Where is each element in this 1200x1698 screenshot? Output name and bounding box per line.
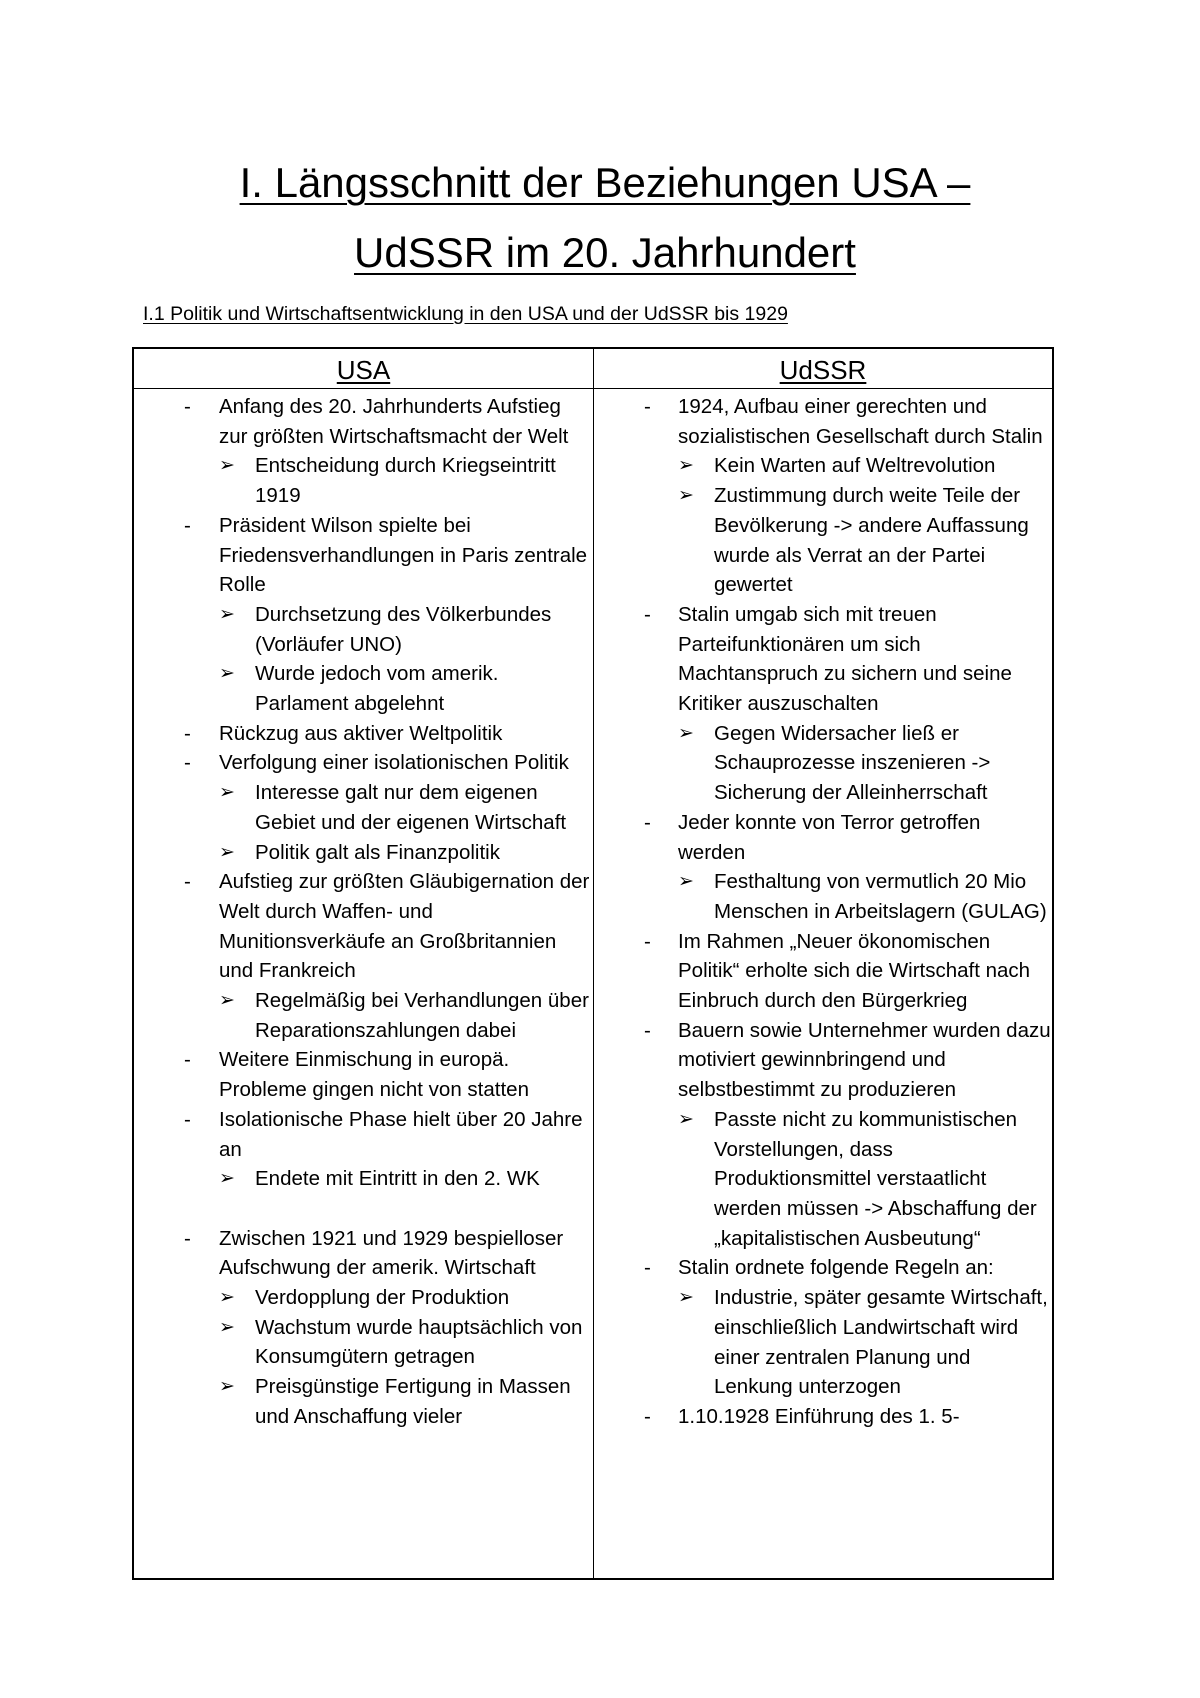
arrow-marker-icon: ➢ [678,485,694,507]
item-text: Industrie, später gesamte Wirtschaft, einschließlich Landwirtschaft wird einer zentralen Planung und Lenkung unterzogen [714,1286,1048,1399]
item-text: Endete mit Eintritt in den 2. WK [255,1167,540,1191]
item-text: Preisgünstige Fertigung in Massen und Anschaffung vieler [255,1375,571,1428]
title-line-1: I. Längsschnitt der Beziehungen USA – [239,159,971,206]
item-text: Gegen Widersacher ließ er Schauprozesse inszenieren -> Sicherung der Alleinherrschaft [714,721,991,805]
bullet-item [594,1253,1052,1283]
dash-marker: - [184,870,191,894]
bullet-item [594,927,1052,1016]
dash-marker: - [644,929,651,953]
sub-bullet-item [134,838,593,868]
dash-marker: - [184,513,191,537]
item-text: Wachstum wurde hauptsächlich von Konsumgütern getragen [255,1315,583,1369]
item-text: Rückzug aus aktiver Weltpolitik [219,721,503,745]
dash-marker: - [184,395,191,418]
arrow-marker-icon: ➢ [678,1287,694,1309]
sub-bullet-item [594,719,1052,808]
sub-bullet-item [594,1283,1052,1402]
usa-column-header: USA [134,349,593,389]
item-text: Wurde jedoch vom amerik. Parlament abgelehnt [255,662,499,716]
section-subtitle: I.1 Politik und Wirtschaftsentwicklung in den USA und der UdSSR bis 1929 [143,303,788,325]
sub-bullet-item [594,1105,1052,1254]
item-text: Entscheidung durch Kriegseintritt 1919 [255,454,556,508]
item-text: Isolationische Phase hielt über 20 Jahre an [219,1107,583,1161]
bullet-item [134,1224,593,1283]
bullet-item [594,1402,1052,1432]
sub-bullet-item [594,481,1052,600]
title-line-2: UdSSR im 20. Jahrhundert [354,229,856,276]
list-spacer [134,1194,593,1224]
udssr-column-body [594,389,1052,1432]
bullet-item [594,1016,1052,1105]
dash-marker: - [184,721,191,745]
item-text: 1924, Aufbau einer gerechten und sozialistischen Gesellschaft durch Stalin [678,395,1043,448]
comparison-table [132,347,1054,1580]
item-text: Jeder konnte von Terror getroffen werden [678,810,981,864]
udssr-column [594,349,1052,1578]
sub-bullet-item [594,451,1052,481]
arrow-marker-icon: ➢ [678,722,694,744]
udssr-column-header: UdSSR [594,349,1052,389]
dash-marker: - [184,751,191,775]
sub-bullet-item [134,600,593,659]
item-text: Anfang des 20. Jahrhunderts Aufstieg zur größten Wirtschaftsmacht der Welt [219,395,569,448]
arrow-marker-icon: ➢ [219,1287,235,1309]
item-text: Zwischen 1921 und 1929 bespielloser Aufschwung der amerik. Wirtschaft [219,1226,564,1280]
item-text: Politik galt als Finanzpolitik [255,840,500,864]
sub-bullet-item [134,1283,593,1313]
item-text: Kein Warten auf Weltrevolution [714,454,996,478]
item-text: 1.10.1928 Einführung des 1. 5- [678,1404,960,1428]
bullet-item [594,392,1052,451]
sub-bullet-item [134,986,593,1045]
bullet-item [134,392,593,451]
item-text: Festhaltung von vermutlich 20 Mio Menschen in Arbeitslagern (GULAG) [714,870,1047,923]
item-text: Weitere Einmischung in europä. Probleme gingen nicht von statten [219,1048,529,1102]
item-text: Im Rahmen „Neuer ökonomischen Politik“ erholte sich die Wirtschaft nach Einbruch durch den Bürgerkrieg [678,929,1031,1013]
arrow-marker-icon: ➢ [678,455,694,477]
sub-bullet-item [134,1164,593,1194]
item-text: Aufstieg zur größten Gläubigernation der Welt durch Waffen- und Munitionsverkäufe an Großbritannien und Frankreich [219,870,590,983]
arrow-marker-icon: ➢ [219,1168,235,1190]
arrow-marker-icon: ➢ [678,871,694,893]
usa-column-body [134,389,593,1432]
arrow-marker-icon: ➢ [678,1108,694,1130]
item-text: Passte nicht zu kommunistischen Vorstellungen, dass Produktionsmittel verstaatlicht werden müssen -> Abschaffung der „kapitalistischen Ausbeutung“ [714,1107,1037,1250]
sub-bullet-item [134,778,593,837]
item-text: Verfolgung einer isolationischen Politik [219,751,569,775]
item-text: Stalin umgab sich mit treuen Parteifunktionären um sich Machtanspruch zu sichern und seine Kritiker auszuschalten [678,602,1012,716]
page-title [130,148,1080,288]
bullet-item [134,867,593,986]
sub-bullet-item [134,659,593,718]
bullet-item [594,808,1052,867]
bullet-item [134,1105,593,1164]
arrow-marker-icon: ➢ [219,1316,235,1338]
item-text: Stalin ordnete folgende Regeln an: [678,1256,994,1280]
item-text: Regelmäßig bei Verhandlungen über Reparationszahlungen dabei [255,989,589,1042]
sub-bullet-item [134,1313,593,1372]
bullet-item [134,719,593,749]
item-text: Zustimmung durch weite Teile der Bevölkerung -> andere Auffassung wurde als Verrat an der Partei gewertet [714,484,1029,597]
dash-marker: - [644,1018,651,1042]
sub-bullet-item [134,451,593,510]
arrow-marker-icon: ➢ [219,782,235,804]
arrow-marker-icon: ➢ [219,603,235,625]
bullet-item [134,511,593,600]
item-text: Präsident Wilson spielte bei Friedensverhandlungen in Paris zentrale Rolle [219,513,588,597]
bullet-item [134,748,593,778]
dash-marker: - [644,810,651,834]
dash-marker: - [644,1404,651,1428]
item-text: Verdopplung der Produktion [255,1286,510,1310]
bullet-item [594,600,1052,719]
dash-marker: - [644,1256,651,1280]
item-text: Durchsetzung des Völkerbundes (Vorläufer UNO) [255,602,552,656]
dash-marker: - [644,395,651,418]
arrow-marker-icon: ➢ [219,663,235,685]
dash-marker: - [644,602,651,626]
arrow-marker-icon: ➢ [219,1376,235,1398]
arrow-marker-icon: ➢ [219,455,235,477]
dash-marker: - [184,1048,191,1072]
bullet-item [134,1045,593,1104]
dash-marker: - [184,1226,191,1250]
dash-marker: - [184,1107,191,1131]
item-text: Bauern sowie Unternehmer wurden dazu motiviert gewinnbringend und selbstbestimmt zu produzieren [678,1018,1051,1102]
sub-bullet-item [594,867,1052,926]
item-text: Interesse galt nur dem eigenen Gebiet und der eigenen Wirtschaft [255,781,567,834]
arrow-marker-icon: ➢ [219,990,235,1012]
usa-column [134,349,594,1578]
arrow-marker-icon: ➢ [219,841,235,863]
sub-bullet-item [134,1372,593,1431]
